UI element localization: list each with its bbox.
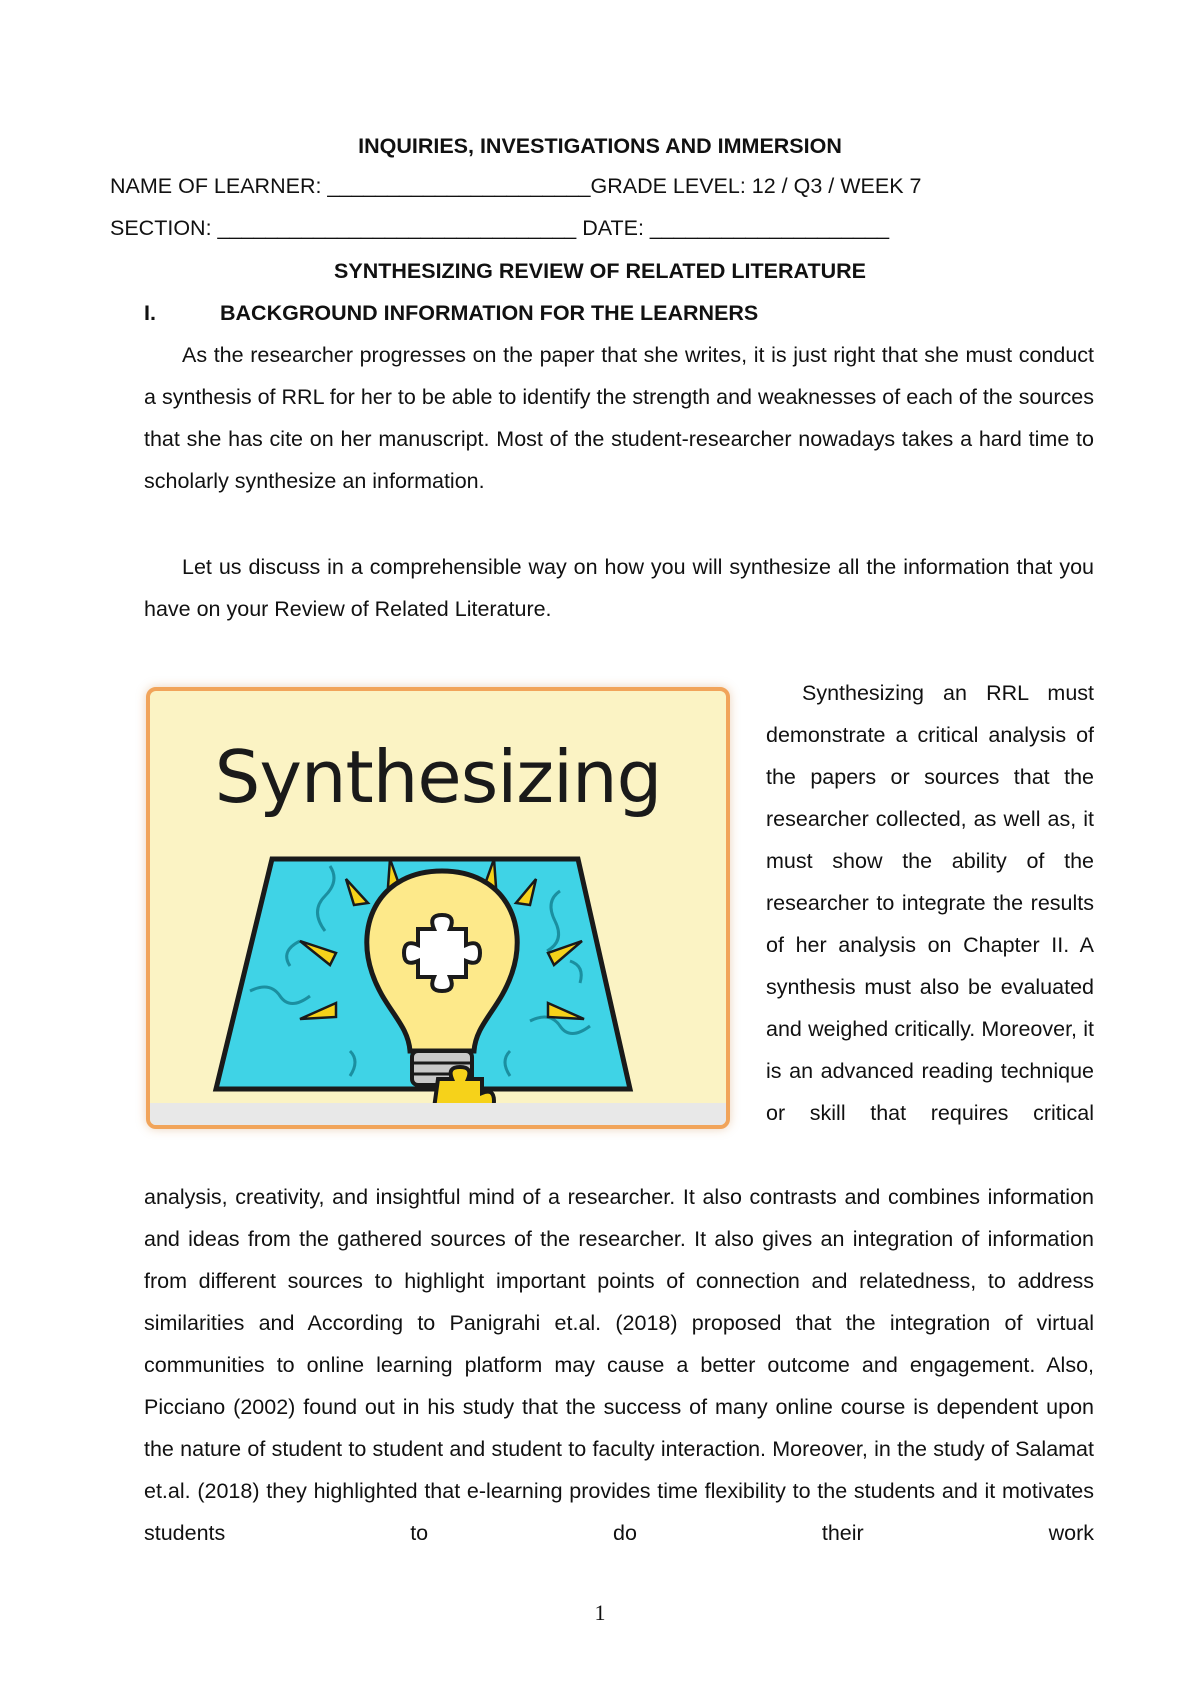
document-title: INQUIRIES, INVESTIGATIONS AND IMMERSION bbox=[358, 134, 842, 158]
paragraph-1: As the researcher progresses on the paper that she writes, it is just right that she must conduct a synthesis of RRL for her to be able to identify the strength and weaknesses of each of the sources that she has cite on her manuscript. Most of the student-researcher nowadays takes a hard time to scholarly synthesize an information. bbox=[144, 343, 1094, 493]
paragraph-3-side: Synthesizing an RRL must demonstrate a critical analysis of the papers or sources that the researcher collected, as well as, it must show the ability of the researcher to integrate the results of her analysis on Chapter II. A synthesis must also be evaluated and weighed critically. Moreover, it is an advanced reading technique or skill that requires critical bbox=[766, 681, 1094, 1125]
section-number: I. bbox=[144, 301, 156, 325]
learner-info-line: NAME OF LEARNER: ______________________GRADE LEVEL: 12 / Q3 / WEEK 7 bbox=[110, 174, 922, 198]
page-number: 1 bbox=[594, 1600, 606, 1625]
section-heading bbox=[144, 292, 1094, 334]
synthesizing-figure bbox=[146, 687, 730, 1129]
paragraph-2: Let us discuss in a comprehensible way on how you will synthesize all the information that you have on your Review of Related Literature. bbox=[144, 555, 1094, 621]
paragraph-3-continued: analysis, creativity, and insightful mind of a researcher. It also contrasts and combines information and ideas from the gathered sources of the researcher. It also gives an integration of information from different sources to highlight important points of connection and relatedness, to address similarities and According to Panigrahi et.al. (2018) proposed that the integration of virtual communities to online learning platform may cause a better outcome and engagement. Also, Picciano (2002) found out in his study that the success of many online course is dependent upon the nature of student to student and student to faculty interaction. Moreover, in the study of Salamat et.al. (2018) they highlighted that e-learning provides time flexibility to the students and it motivates students to do their work bbox=[144, 1185, 1094, 1545]
lightbulb-puzzle-icon bbox=[150, 691, 730, 1129]
figure-bottom-band bbox=[150, 1103, 726, 1125]
section-title: BACKGROUND INFORMATION FOR THE LEARNERS bbox=[220, 301, 759, 325]
section-date-line: SECTION: ______________________________ DATE: ____________________ bbox=[110, 216, 890, 240]
topic-heading: SYNTHESIZING REVIEW OF RELATED LITERATURE bbox=[334, 259, 866, 283]
figure-title: Synthesizing bbox=[214, 735, 662, 819]
